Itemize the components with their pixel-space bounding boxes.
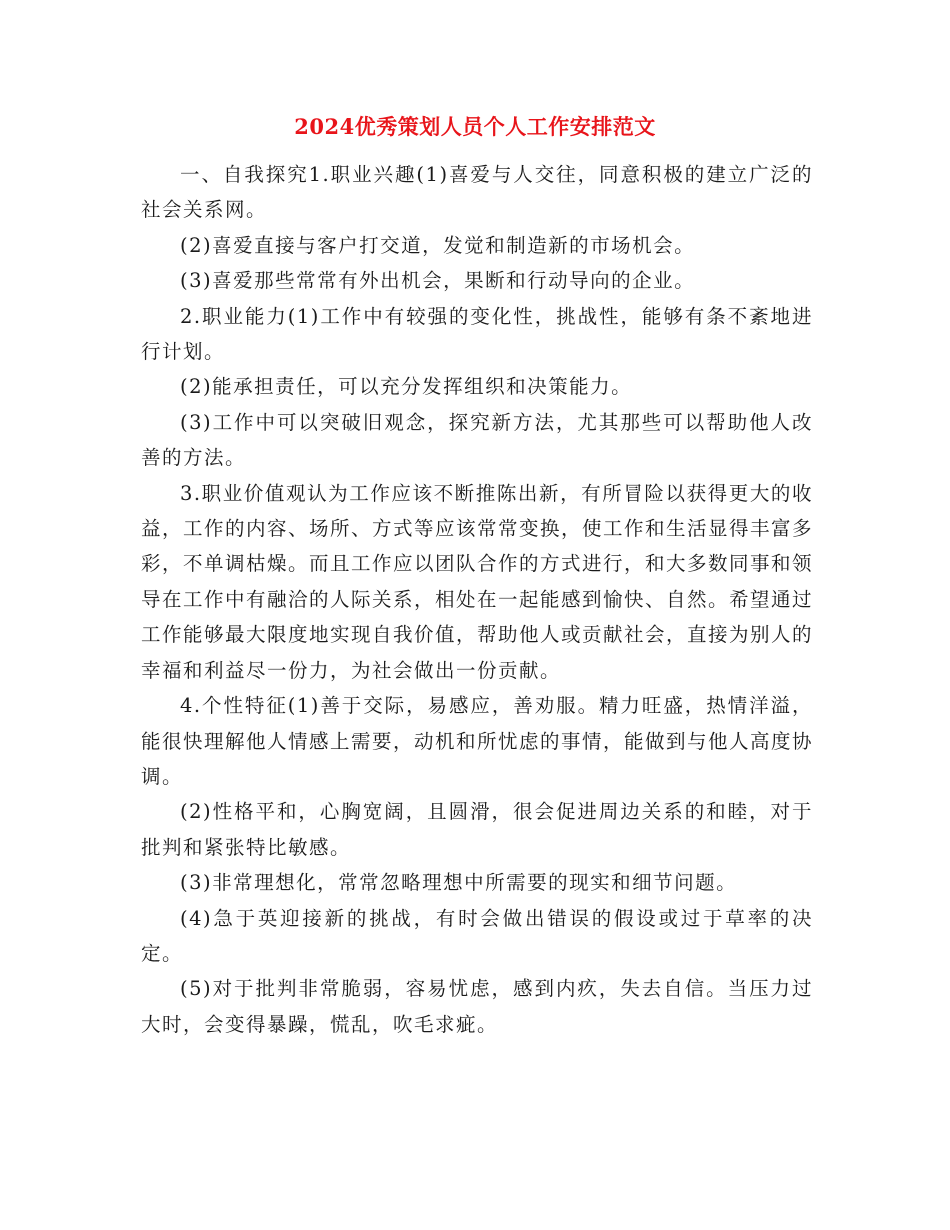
document-title: 2024优秀策划人员个人工作安排范文 <box>294 114 656 139</box>
paragraph-8: 4.个性特征(1)善于交际，易感应，善劝服。精力旺盛，热情洋溢，能很快理解他人情感上需要，动机和所忧虑的事情，能做到与他人高度协调。 <box>141 694 814 788</box>
document-body <box>141 157 813 1042</box>
paragraph-5: (2)能承担责任，可以充分发挥组织和决策能力。 <box>180 375 633 399</box>
paragraph-3: (3)喜爱那些常常有外出机会，果断和行动导向的企业。 <box>180 269 696 293</box>
paragraph-4: 2.职业能力(1)工作中有较强的变化性，挑战性，能够有条不紊地进行计划。 <box>141 304 813 364</box>
paragraph-12: (5)对于批判非常脆弱，容易忧虑，感到内疚，失去自信。当压力过大时，会变得暴躁，慌乱，吹毛求疵。 <box>141 977 813 1036</box>
paragraph-6: (3)工作中可以突破旧观念，探究新方法，尤其那些可以帮助他人改善的方法。 <box>141 410 813 470</box>
paragraph-2: (2)喜爱直接与客户打交道，发觉和制造新的市场机会。 <box>180 233 696 257</box>
paragraph-10: (3)非常理想化，常常忽略理想中所需要的现实和细节问题。 <box>180 871 738 895</box>
paragraph-1: 一、自我探究1.职业兴趣(1)喜爱与人交往，同意积极的建立广泛的社会关系网。 <box>141 163 813 222</box>
paragraph-11: (4)急于英迎接新的挑战，有时会做出错误的假设或过于草率的决定。 <box>141 906 813 965</box>
paragraph-9: (2)性格平和，心胸宽阔，且圆滑，很会促进周边关系的和睦，对于批判和紧张特比敏感。 <box>141 800 813 859</box>
paragraph-7: 3.职业价值观认为工作应该不断推陈出新，有所冒险以获得更大的收益，工作的内容、场所、方式等应该常常变换，使工作和生活显得丰富多彩，不单调枯燥。而且工作应以团队合作的方式进行，和大多数同事和领导在工作中有融洽的人际关系，相处在一起能感到愉快、自然。希望通过工作能够最大限度地实现自我价值，帮助他人或贡献社会，直接为别人的幸福和利益尽一份力，为社会做出一份贡献。 <box>141 481 814 682</box>
